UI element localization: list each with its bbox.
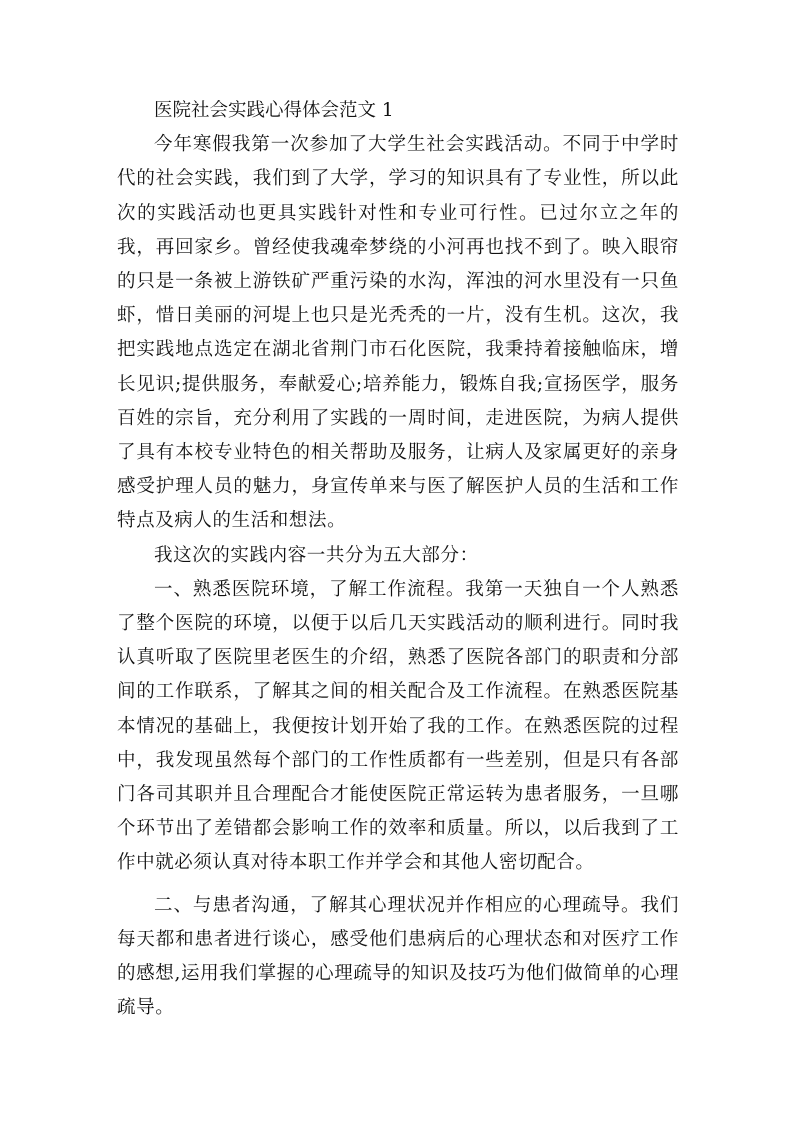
paragraph-part-one: 一、熟悉医院环境，了解工作流程。我第一天独自一个人熟悉了整个医院的环境，以便于以后几天实践活动的顺利进行。同时我认真听取了医院里老医生的介绍，熟悉了医院各部门的职责和分部间的工作联系，了解其之间的相关配合及工作流程。在熟悉医院基本情况的基础上，我便按计划开始了我的工作。在熟悉医院的过程中，我发现虽然每个部门的工作性质都有一些差别，但是只有各部门各司其职并且合理配合才能使医院正常运转为患者服务，一旦哪个环节出了差错都会影响工作的效率和质量。所以，以后我到了工作中就必须认真对待本职工作并学会和其他人密切配合。 [117, 578, 679, 874]
paragraph-part-two: 二、与患者沟通，了解其心理状况并作相应的心理疏导。我们每天都和患者进行谈心，感受他们患病后的心理状态和对医疗工作的感想,运用我们掌握的心理疏导的知识及技巧为他们做简单的心理疏导。 [117, 894, 679, 1019]
document-title: 医院社会实践心得体会范文 1 [154, 100, 394, 121]
paragraph-intro: 今年寒假我第一次参加了大学生社会实践活动。不同于中学时代的社会实践，我们到了大学，学习的知识具有了专业性，所以此次的实践活动也更具实践针对性和专业可行性。已过尔立之年的我，再回家乡。曾经使我魂牵梦绕的小河再也找不到了。映入眼帘的只是一条被上游铁矿严重污染的水沟，浑浊的河水里没有一只鱼虾，惜日美丽的河堤上也只是光秃秃的一片，没有生机。这次，我把实践地点选定在湖北省荆门市石化医院，我秉持着接触临床，增长见识;提供服务，奉献爱心;培养能力，锻炼自我;宣扬医学，服务百姓的宗旨，充分利用了实践的一周时间，走进医院，为病人提供了具有本校专业特色的相关帮助及服务，让病人及家属更好的亲身感受护理人员的魅力，身宣传单来与医了解医护人员的生活和工作特点及病人的生活和想法。 [117, 134, 679, 532]
paragraph-overview: 我这次的实践内容一共分为五大部分： [154, 544, 479, 566]
document-body [117, 94, 679, 1025]
